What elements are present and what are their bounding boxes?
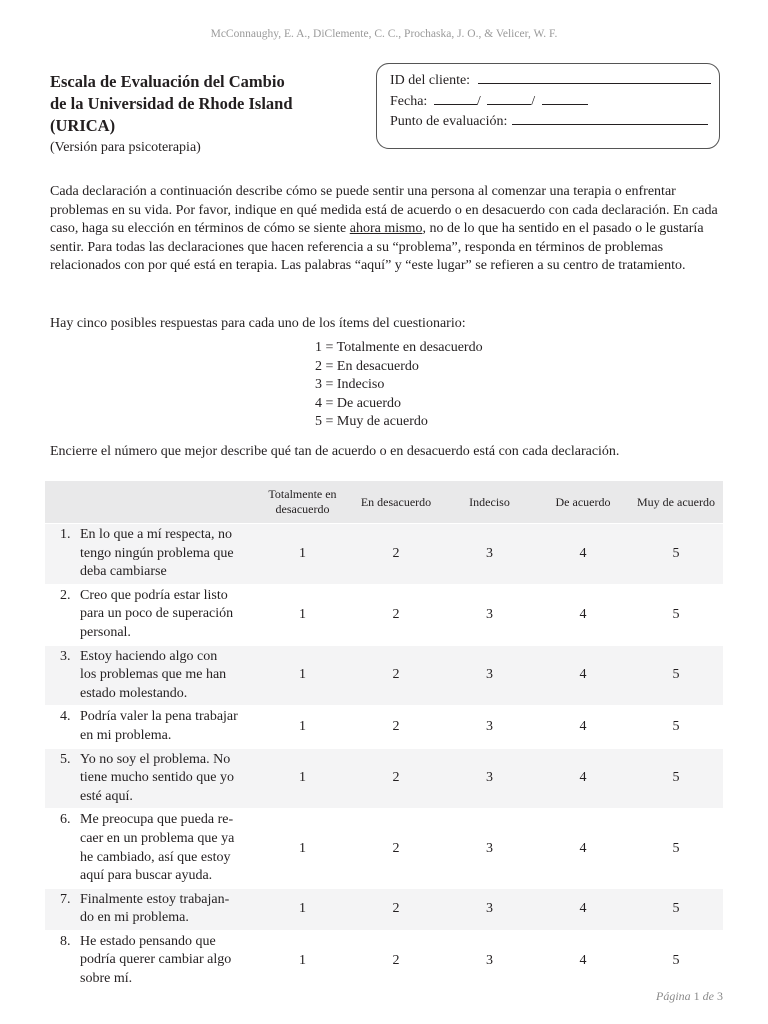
client-id-field[interactable] [478,70,711,84]
item-text-line: do en mi problema. [80,910,189,926]
footer-page-total: 3 [717,989,723,1003]
item-text [80,587,255,643]
scale-option-3[interactable]: 3 [442,524,537,585]
header-strongly-disagree: Totalmente en desacuerdo [255,481,350,524]
scale-option-4[interactable]: 4 [537,888,629,930]
item-text-line: caer en un problema que ya [80,830,235,846]
table-row [45,584,723,645]
scale-option-4[interactable]: 4 [537,584,629,645]
scale-option-4[interactable]: 4 [537,809,629,888]
scale-option-5[interactable]: 5 [629,748,723,809]
item-statement-cell [45,930,255,990]
item-text [80,708,255,745]
header-item [45,481,255,524]
citation-header: McConnaughy, E. A., DiClemente, C. C., Prochaska, J. O., & Velicer, W. F. [210,28,558,40]
item-text-line: los problemas que me han [80,667,227,683]
item-text-line: personal. [80,624,131,640]
item-text-line: en mi problema. [80,727,172,743]
table-body [45,524,723,991]
item-text-line: deba cambiarse [80,564,167,580]
scale-option-1[interactable]: 1 [255,930,350,990]
date-year-field[interactable] [542,91,588,105]
item-number: 6. [60,812,71,828]
date-label: Fecha: [390,93,428,109]
scale-option-4[interactable]: 4 [537,524,629,585]
item-number: 2. [60,587,71,603]
item-text [80,751,255,807]
client-info-box [376,63,720,149]
option-1: 1 = Totalmente en desacuerdo [315,340,483,355]
item-text-line: Estoy haciendo algo con [80,648,218,664]
table-row [45,645,723,706]
item-statement [60,811,255,885]
date-month-field[interactable] [487,91,531,105]
header-disagree: En desacuerdo [350,481,442,524]
scale-option-4[interactable]: 4 [537,748,629,809]
item-text-line: sobre mí. [80,971,133,987]
intro-text-1: Cada declaración a continuación describe cómo se puede sentir una persona al comenzar una terapia o enfrentar problemas en su vida. Por favor, indique en qué medida está de acuerdo o en desacuerdo con cada declaración. En cada caso, haga su elección en términos de cómo se siente [50,184,718,236]
item-text [80,526,255,582]
item-statement-cell [45,706,255,748]
scale-option-1[interactable]: 1 [255,584,350,645]
table-row [45,930,723,990]
scale-option-1[interactable]: 1 [255,706,350,748]
scale-option-4[interactable]: 4 [537,706,629,748]
scale-option-3[interactable]: 3 [442,706,537,748]
scale-option-1[interactable]: 1 [255,748,350,809]
header-strongly-agree: Muy de acuerdo [629,481,723,524]
scale-option-5[interactable]: 5 [629,584,723,645]
client-id-label: ID del cliente: [390,73,471,88]
item-text-line: podría querer cambiar algo [80,952,232,968]
date-separator-2: / [531,93,536,109]
item-number: 8. [60,933,71,949]
scale-option-1[interactable]: 1 [255,645,350,706]
item-text-line: tiene mucho sentido que yo [80,770,234,786]
table-header-row [45,481,723,524]
scale-option-5[interactable]: 5 [629,524,723,585]
item-text [80,891,255,928]
item-text-line: he cambiado, así que estoy [80,849,231,865]
option-5: 5 = Muy de acuerdo [315,414,428,430]
intro-text-2: , no de lo que ha sentido en el pasado o le gustaría sentir. Para todas las declaraciones que hacen referencia a su “problema”, responda en términos de problemas relacionados con por qué está en terapia. Las palabras “aquí” y “este lugar” se refieren a su centro de tratamiento. [50,221,704,273]
title-line-3: (URICA) [50,116,116,135]
client-id-row [390,70,719,91]
table-row [45,748,723,809]
item-statement [60,891,255,928]
scale-option-2[interactable]: 2 [350,809,442,888]
item-text-line: En lo que a mí respecta, no [80,527,233,542]
title-block [50,71,350,158]
scale-option-3[interactable]: 3 [442,930,537,990]
scale-option-2[interactable]: 2 [350,930,442,990]
item-statement [60,648,255,704]
item-statement [60,933,255,989]
item-text-line: Yo no soy el problema. No [80,751,231,767]
option-4: 4 = De acuerdo [315,395,402,411]
scale-option-5[interactable]: 5 [629,930,723,990]
evaluation-point-label: Punto de evaluación: [390,114,508,129]
scale-option-3[interactable]: 3 [442,888,537,930]
item-text [80,811,255,885]
scale-option-4[interactable]: 4 [537,645,629,706]
item-statement [60,587,255,643]
item-text-line: aquí para buscar ayuda. [80,868,213,884]
item-text-line: tengo ningún problema que [80,545,234,561]
options-intro: Hay cinco posibles respuestas para cada uno de los ítems del cuestionario: [50,316,466,331]
scale-option-3[interactable]: 3 [442,809,537,888]
evaluation-point-row [390,111,719,132]
item-text-line: para un poco de superación [80,606,234,622]
header-agree: De acuerdo [537,481,629,524]
scale-option-3[interactable]: 3 [442,748,537,809]
item-text [80,648,255,704]
scale-option-2[interactable]: 2 [350,888,442,930]
scale-option-2[interactable]: 2 [350,645,442,706]
item-statement-cell [45,888,255,930]
item-text [80,933,255,989]
table-row [45,809,723,888]
option-3: 3 = Indeciso [315,377,385,393]
table-row [45,706,723,748]
item-number: 5. [60,751,71,767]
item-statement-cell [45,809,255,888]
date-row [390,91,719,112]
item-number: 3. [60,648,71,664]
item-text-line: Me preocupa que pueda re- [80,812,234,828]
response-options-list [315,339,483,432]
table-row [45,524,723,585]
date-day-field[interactable] [434,91,477,105]
scale-option-4[interactable]: 4 [537,930,629,990]
header-undecided: Indeciso [442,481,537,524]
item-text-line: He estado pensando que [80,933,216,949]
footer-of-word: de [702,989,714,1003]
item-number: 1. [60,527,71,542]
scale-option-1[interactable]: 1 [255,888,350,930]
scale-option-3[interactable]: 3 [442,645,537,706]
scale-option-1[interactable]: 1 [255,524,350,585]
item-text-line: estado molestando. [80,685,188,701]
scale-option-5[interactable]: 5 [629,706,723,748]
intro-underlined: ahora mismo [349,221,423,236]
scale-option-5[interactable]: 5 [629,888,723,930]
scale-option-3[interactable]: 3 [442,584,537,645]
subtitle: (Versión para psicoterapia) [50,140,201,155]
item-statement [60,751,255,807]
item-statement-cell [45,645,255,706]
scale-option-2[interactable]: 2 [350,706,442,748]
option-2: 2 = En desacuerdo [315,358,419,374]
scale-option-2[interactable]: 2 [350,524,442,585]
item-statement-cell [45,748,255,809]
item-statement-cell [45,524,255,585]
scale-option-1[interactable]: 1 [255,809,350,888]
title-line-2: de la Universidad de Rhode Island [50,94,293,113]
scale-option-2[interactable]: 2 [350,748,442,809]
item-text-line: Creo que podría estar listo [80,587,228,603]
circle-instruction: Encierre el número que mejor describe qué tan de acuerdo o en desacuerdo está con cada declaración. [50,444,620,459]
page-footer [656,989,723,1004]
date-separator-1: / [476,93,481,109]
title-line-1: Escala de Evaluación del Cambio [50,72,285,91]
item-text-line: esté aquí. [80,788,133,804]
scale-option-5[interactable]: 5 [629,645,723,706]
evaluation-point-field[interactable] [512,111,708,125]
item-statement-cell [45,584,255,645]
intro-paragraph [50,183,725,276]
item-statement [60,708,255,745]
item-number: 4. [60,709,71,725]
scale-option-5[interactable]: 5 [629,809,723,888]
footer-page-word: Página [656,989,691,1003]
scale-option-2[interactable]: 2 [350,584,442,645]
item-statement [60,526,255,582]
item-number: 7. [60,891,71,907]
item-text-line: Podría valer la pena trabajar [80,709,238,725]
item-text-line: Finalmente estoy trabajan- [80,891,230,907]
footer-page-current: 1 [693,989,700,1003]
questionnaire-table [45,481,723,991]
table-row [45,888,723,930]
